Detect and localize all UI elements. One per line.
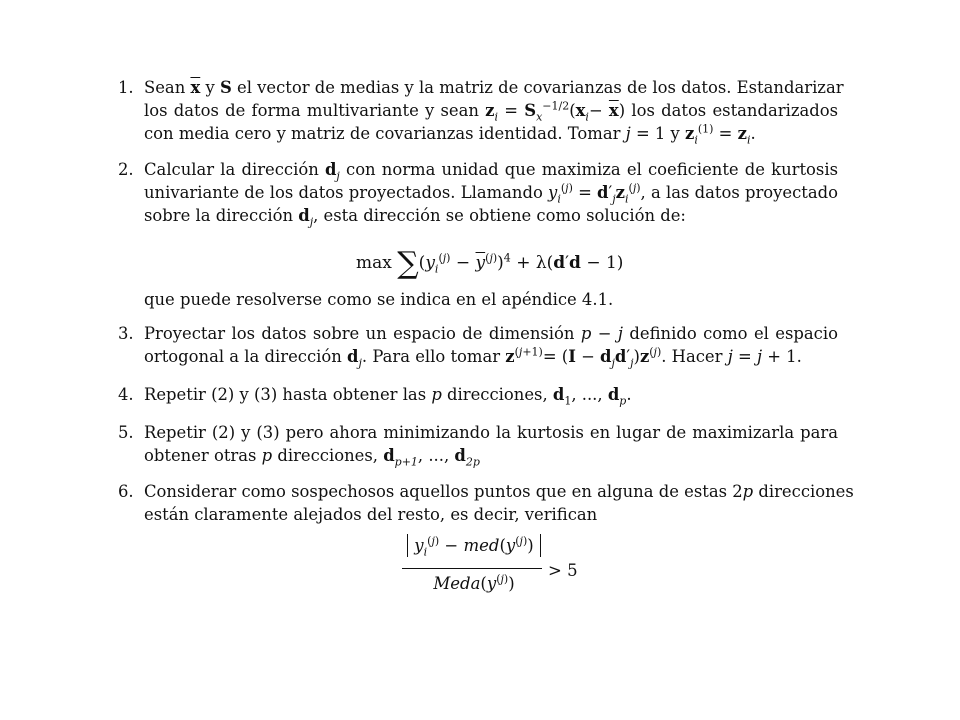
item-number: 1. [118,78,134,97]
item-5-text: Repetir (2) y (3) pero ahora minimizando la kurtosis en lugar de maximizarla para obtener otras p direcciones, $d_{p+1}$, ..., $d_{2p}$ [144,423,838,469]
item-2-text: Calcular la dirección $d_j$ con norma unidad que maximiza el coeficiente de kurtosis univariante de los datos proyectados. Llamando $y_i^{(j)} = d'_jz_i^{(j)}$, a las datos proyectado sobre la dirección $d_j$, esta dirección se obtiene como solución de: [144,160,838,229]
fraction-bar [402,568,542,569]
list-item-1 [118,76,844,147]
after-equation-text: que puede resolverse como se indica en el apéndice 4.1. [144,290,614,309]
item-3-text: Proyectar los datos sobre un espacio de dimensión p − j definido como el espacio ortogonal a la dirección $d_j$. Para ello tomar $z^{(j+1)}= (I - d_jd'_j)z^{(j)}$. Hacer j = j + 1. [144,324,838,370]
item-number: 5. [118,423,134,442]
formula-denominator: $Meda(y^{(j)})$ [433,572,515,593]
item-number: 2. [118,160,134,179]
list-item-2 [118,158,838,227]
item-number: 6. [118,482,134,501]
item-2-after [118,288,838,311]
list-item-3 [118,322,838,368]
item-6-text: Considerar como sospechosos aquellos puntos que en alguna de estas 2p direcciones están claramente alejados del resto, es decir, verifican [144,482,854,524]
list-item-6 [118,480,854,526]
item-number: 4. [118,385,134,404]
formula-numerator: $y_i^{(j)} - med(y^{(j)})$ [404,536,544,555]
list-item-5 [118,421,838,467]
list-item-4 [118,383,838,406]
item-4-text: Repetir (2) y (3) hasta obtener las p direcciones, $d_1$, ..., $d_p$. [144,385,632,408]
kurtosis-equation: $\max \sum(y_i^{(j)} - \overline{y}^{(j)})^4 + \lambda(d'd - 1)$ [356,246,624,281]
item-number: 3. [118,324,134,343]
formula-rhs: > 5 [548,561,578,580]
item-1-text: Sean $\overline{x}$ y S el vector de medias y la matriz de covarianzas de los datos. Estandarizar los datos de forma multivariante y sean $z_i = S_x^{-1/2}(x_i- \overline{x})$ los datos estandarizados con media cero y matriz de covarianzas identidad. Tomar j = 1 y $z_i^{(1)} = z_i$. [144,78,844,147]
